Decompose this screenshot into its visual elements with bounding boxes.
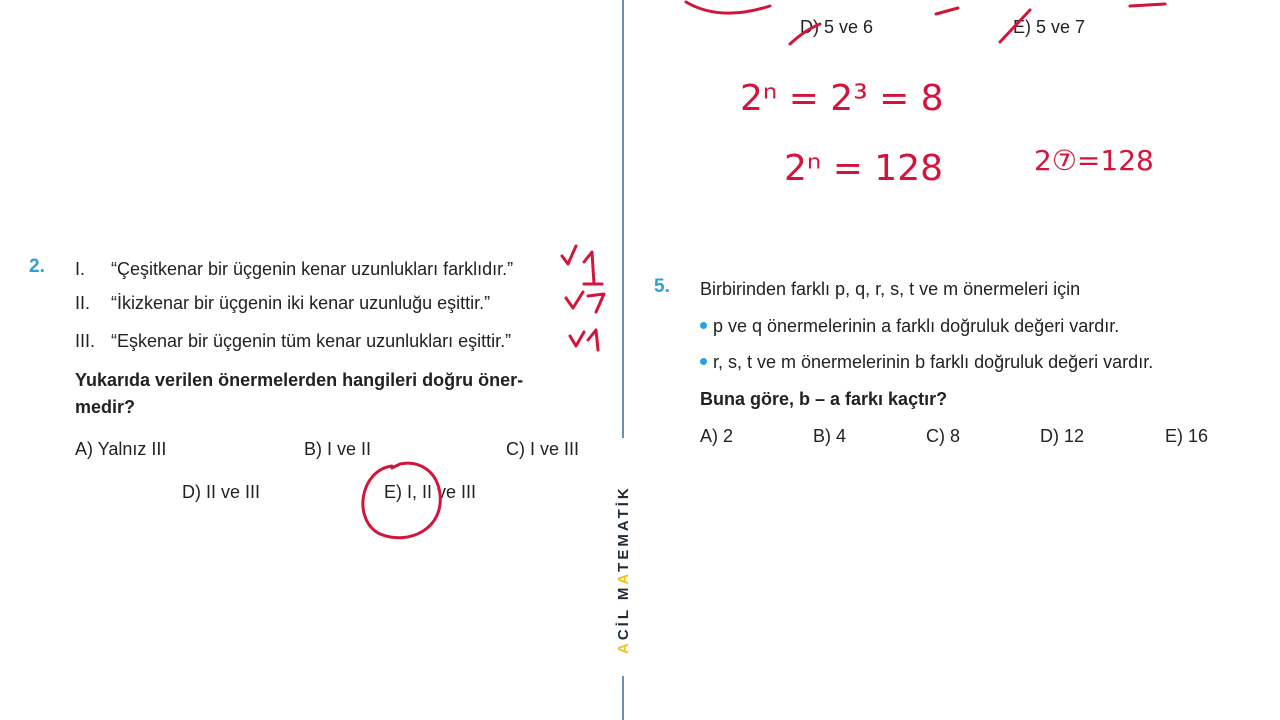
handwritten-eq-3: 2⑦=128 [1034,144,1154,177]
top-choice-d: D) 5 ve 6 [800,17,874,37]
page-divider-top [622,0,624,438]
q2-choice-d[interactable]: D) II ve III [182,482,261,502]
brand-text [615,485,632,654]
tick-3-icon [570,332,584,346]
q2-item-2-text: “İkizkenar bir üçgenin iki kenar uzunluğu eşittir.” [111,293,491,313]
q5-choice-d[interactable]: D) 12 [1040,426,1085,446]
brand-letter: L [615,607,632,620]
brand-letter: C [615,626,632,641]
brand-letter: A [615,640,632,654]
brand-letter: A [615,571,632,585]
top-choice-e: E) 5 ve 7 [1013,17,1086,37]
brand-letter: E [615,546,632,560]
q5-bullet-1 [700,315,1119,337]
q5-bullet-1-text: p ve q önermelerinin a farklı doğruluk değeri vardır. [713,316,1120,336]
bullet-dot-icon [700,358,707,365]
scribble-top-right [1130,4,1165,6]
scribble-top-left [686,2,770,13]
q2-prompt-line-2: medir? [75,397,136,417]
brand-letter: T [615,506,632,519]
brand-letter: A [615,518,632,532]
brand-letter: K [615,485,632,500]
brand-letter: T [615,559,632,572]
brand-letter: M [615,531,632,547]
q5-prompt: Buna göre, b – a farkı kaçtır? [700,389,948,409]
q2-item-3-roman: III. [75,331,96,351]
q5-stem: Birbirinden farklı p, q, r, s, t ve m önermeleri için [700,279,1081,299]
handwritten-eq-1: 2ⁿ = 2³ = 8 [740,78,944,119]
brand-letter: İ [615,499,632,507]
q2-item-1-roman: I. [75,259,86,279]
handwritten-eq-2: 2ⁿ = 128 [784,148,944,189]
bullet-dot-icon [700,322,707,329]
brand-letter: M [615,584,632,601]
q2-item-1-text: “Çeşitkenar bir üçgenin kenar uzunlukları farklıdır.” [111,259,514,279]
q5-choice-e[interactable]: E) 16 [1165,426,1209,446]
q2-choice-e[interactable]: E) I, II ve III [384,482,477,502]
page-divider-bottom [622,676,624,720]
brand-vertical-logo [612,460,634,656]
scribble-top-mid [936,8,958,14]
q5-choice-c[interactable]: C) 8 [926,426,961,446]
q2-item-2-roman: II. [75,293,91,313]
q5-bullet-2 [700,351,1153,373]
one-1 [584,252,602,284]
brand-letter: İ [615,619,632,627]
tick-2-icon [566,292,583,308]
q2-choice-b[interactable]: B) I ve II [304,439,372,459]
one-3 [588,330,598,350]
brand-letter [615,600,632,607]
q2-item-3-text: “Eşkenar bir üçgenin tüm kenar uzunlukları eşittir.” [111,331,512,351]
q2-prompt-line-1: Yukarıda verilen önermelerden hangileri doğru öner- [75,370,524,390]
q5-number: 5. [654,276,670,297]
q5-choice-a[interactable]: A) 2 [700,426,734,446]
one-2 [588,294,604,312]
q2-choice-c[interactable]: C) I ve III [506,439,580,459]
q2-number: 2. [29,256,45,277]
q2-choice-a[interactable]: A) Yalnız III [75,439,167,459]
q5-bullet-2-text: r, s, t ve m önermelerinin b farklı doğruluk değeri vardır. [713,352,1154,372]
tick-1-icon [562,246,576,264]
q5-choice-b[interactable]: B) 4 [813,426,847,446]
